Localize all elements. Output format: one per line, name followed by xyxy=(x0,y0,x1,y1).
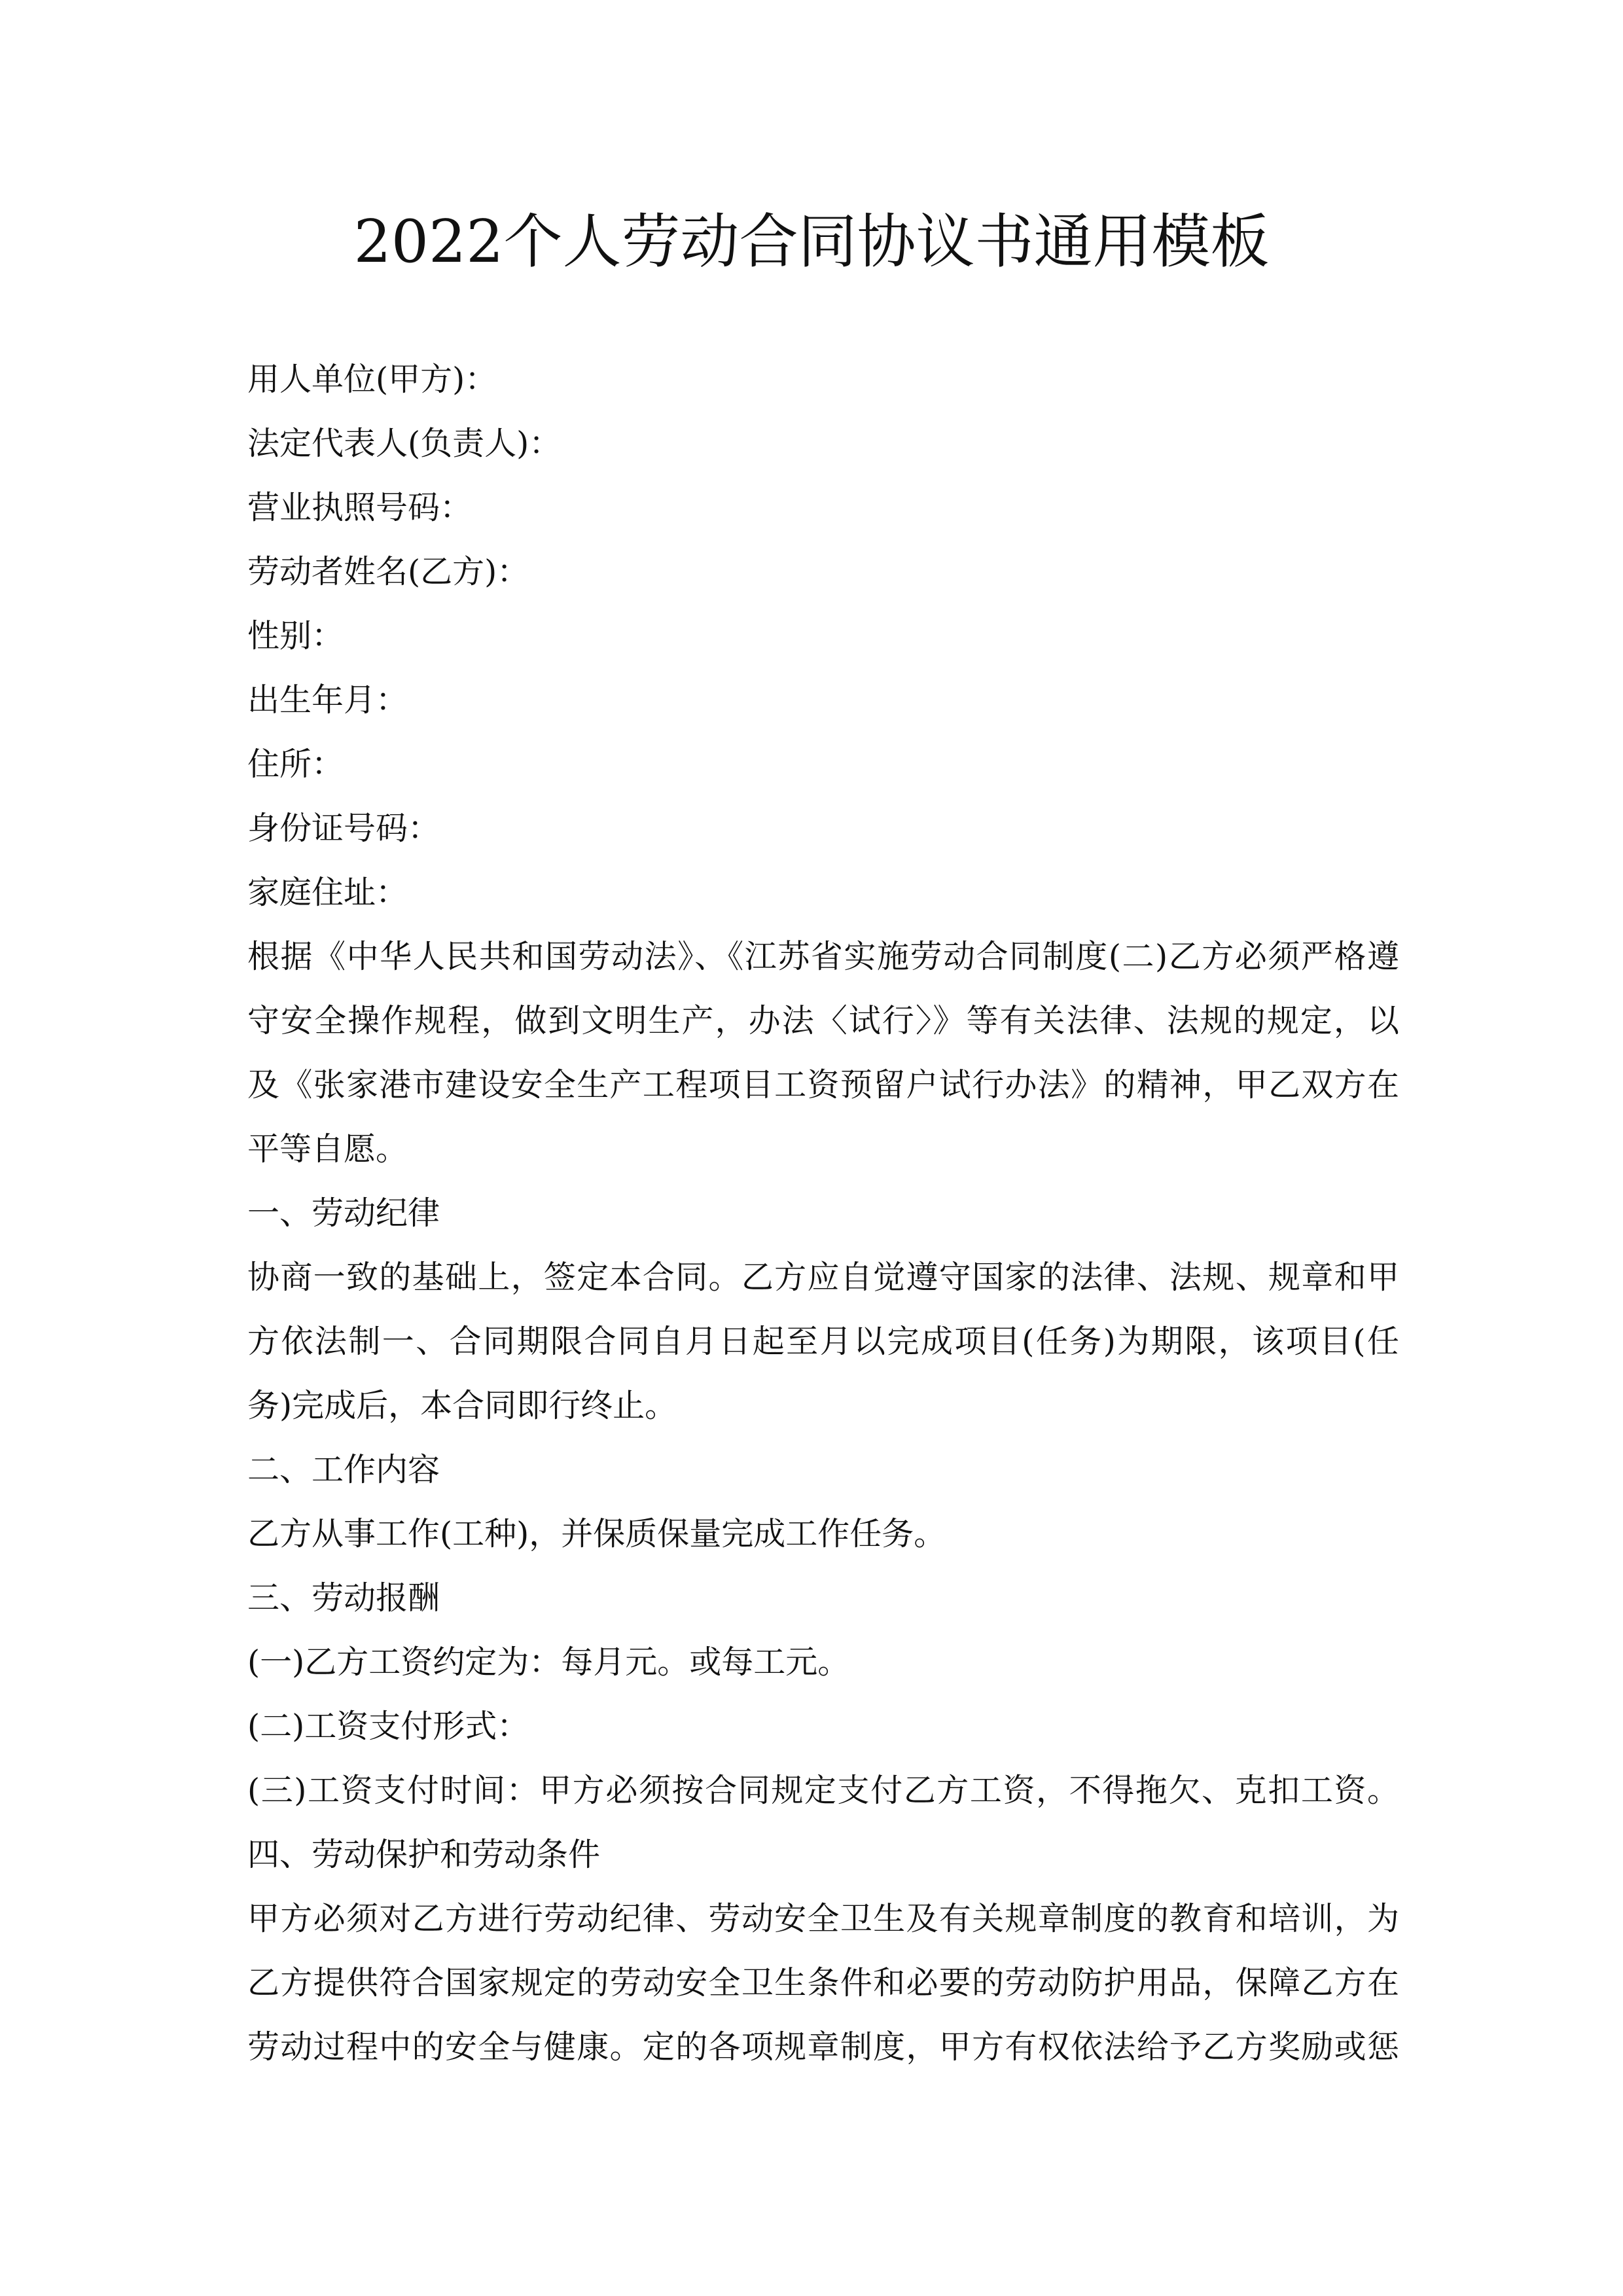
text-line: (二)工资支付形式： xyxy=(247,1708,529,1745)
text-line: 平等自愿。 xyxy=(247,1130,408,1168)
text-line: 劳动者姓名(乙方)： xyxy=(247,553,529,590)
text-line: (一)乙方工资约定为：每月元。或每工元。 xyxy=(247,1643,850,1681)
text-line: 协商一致的基础上，签定本合同。乙方应自觉遵守国家的法律、法规、规章和甲 xyxy=(247,1259,1399,1296)
text-line: 法定代表人(负责人)： xyxy=(247,425,562,462)
text-line: 根据《中华人民共和国劳动法》、《江苏省实施劳动合同制度(二)乙方必须严格遵 xyxy=(247,938,1399,975)
text-line: 住所： xyxy=(247,745,344,783)
text-line: 家庭住址： xyxy=(247,874,408,911)
text-line: 方依法制一、合同期限合同自月日起至月以完成项目(任务)为期限，该项目(任 xyxy=(247,1323,1399,1360)
text-line: 务)完成后，本合同即行终止。 xyxy=(247,1387,677,1424)
text-line: 出生年月： xyxy=(247,681,408,719)
text-line: 性别： xyxy=(247,617,344,655)
text-line: 甲方必须对乙方进行劳动纪律、劳动安全卫生及有关规章制度的教育和培训，为 xyxy=(247,1900,1399,1937)
text-line: 一、劳动纪律 xyxy=(247,1194,440,1232)
document-body xyxy=(247,348,1399,2079)
text-line: 守安全操作规程，做到文明生产，办法〈试行〉》等有关法律、法规的规定，以 xyxy=(247,1002,1399,1039)
text-line: 身份证号码： xyxy=(247,810,440,847)
text-line: 及《张家港市建设安全生产工程项目工资预留户试行办法》的精神，甲乙双方在 xyxy=(247,1066,1399,1103)
text-line: 用人单位(甲方)： xyxy=(247,361,497,398)
text-line: 乙方从事工作(工种)，并保质保量完成工作任务。 xyxy=(247,1515,946,1552)
text-line: 营业执照号码： xyxy=(247,489,473,526)
text-line: 三、劳动报酬 xyxy=(247,1579,440,1617)
text-line: 乙方提供符合国家规定的劳动安全卫生条件和必要的劳动防护用品，保障乙方在 xyxy=(247,1964,1399,2001)
text-line: (三)工资支付时间：甲方必须按合同规定支付乙方工资，不得拖欠、克扣工资。 xyxy=(247,1772,1400,1809)
text-line: 二、工作内容 xyxy=(247,1451,440,1488)
text-line: 四、劳动保护和劳动条件 xyxy=(247,1836,601,1873)
text-line: 劳动过程中的安全与健康。定的各项规章制度，甲方有权依法给予乙方奖励或惩 xyxy=(247,2028,1399,2066)
document-title: 2022个人劳动合同协议书通用模板 xyxy=(353,207,1270,276)
